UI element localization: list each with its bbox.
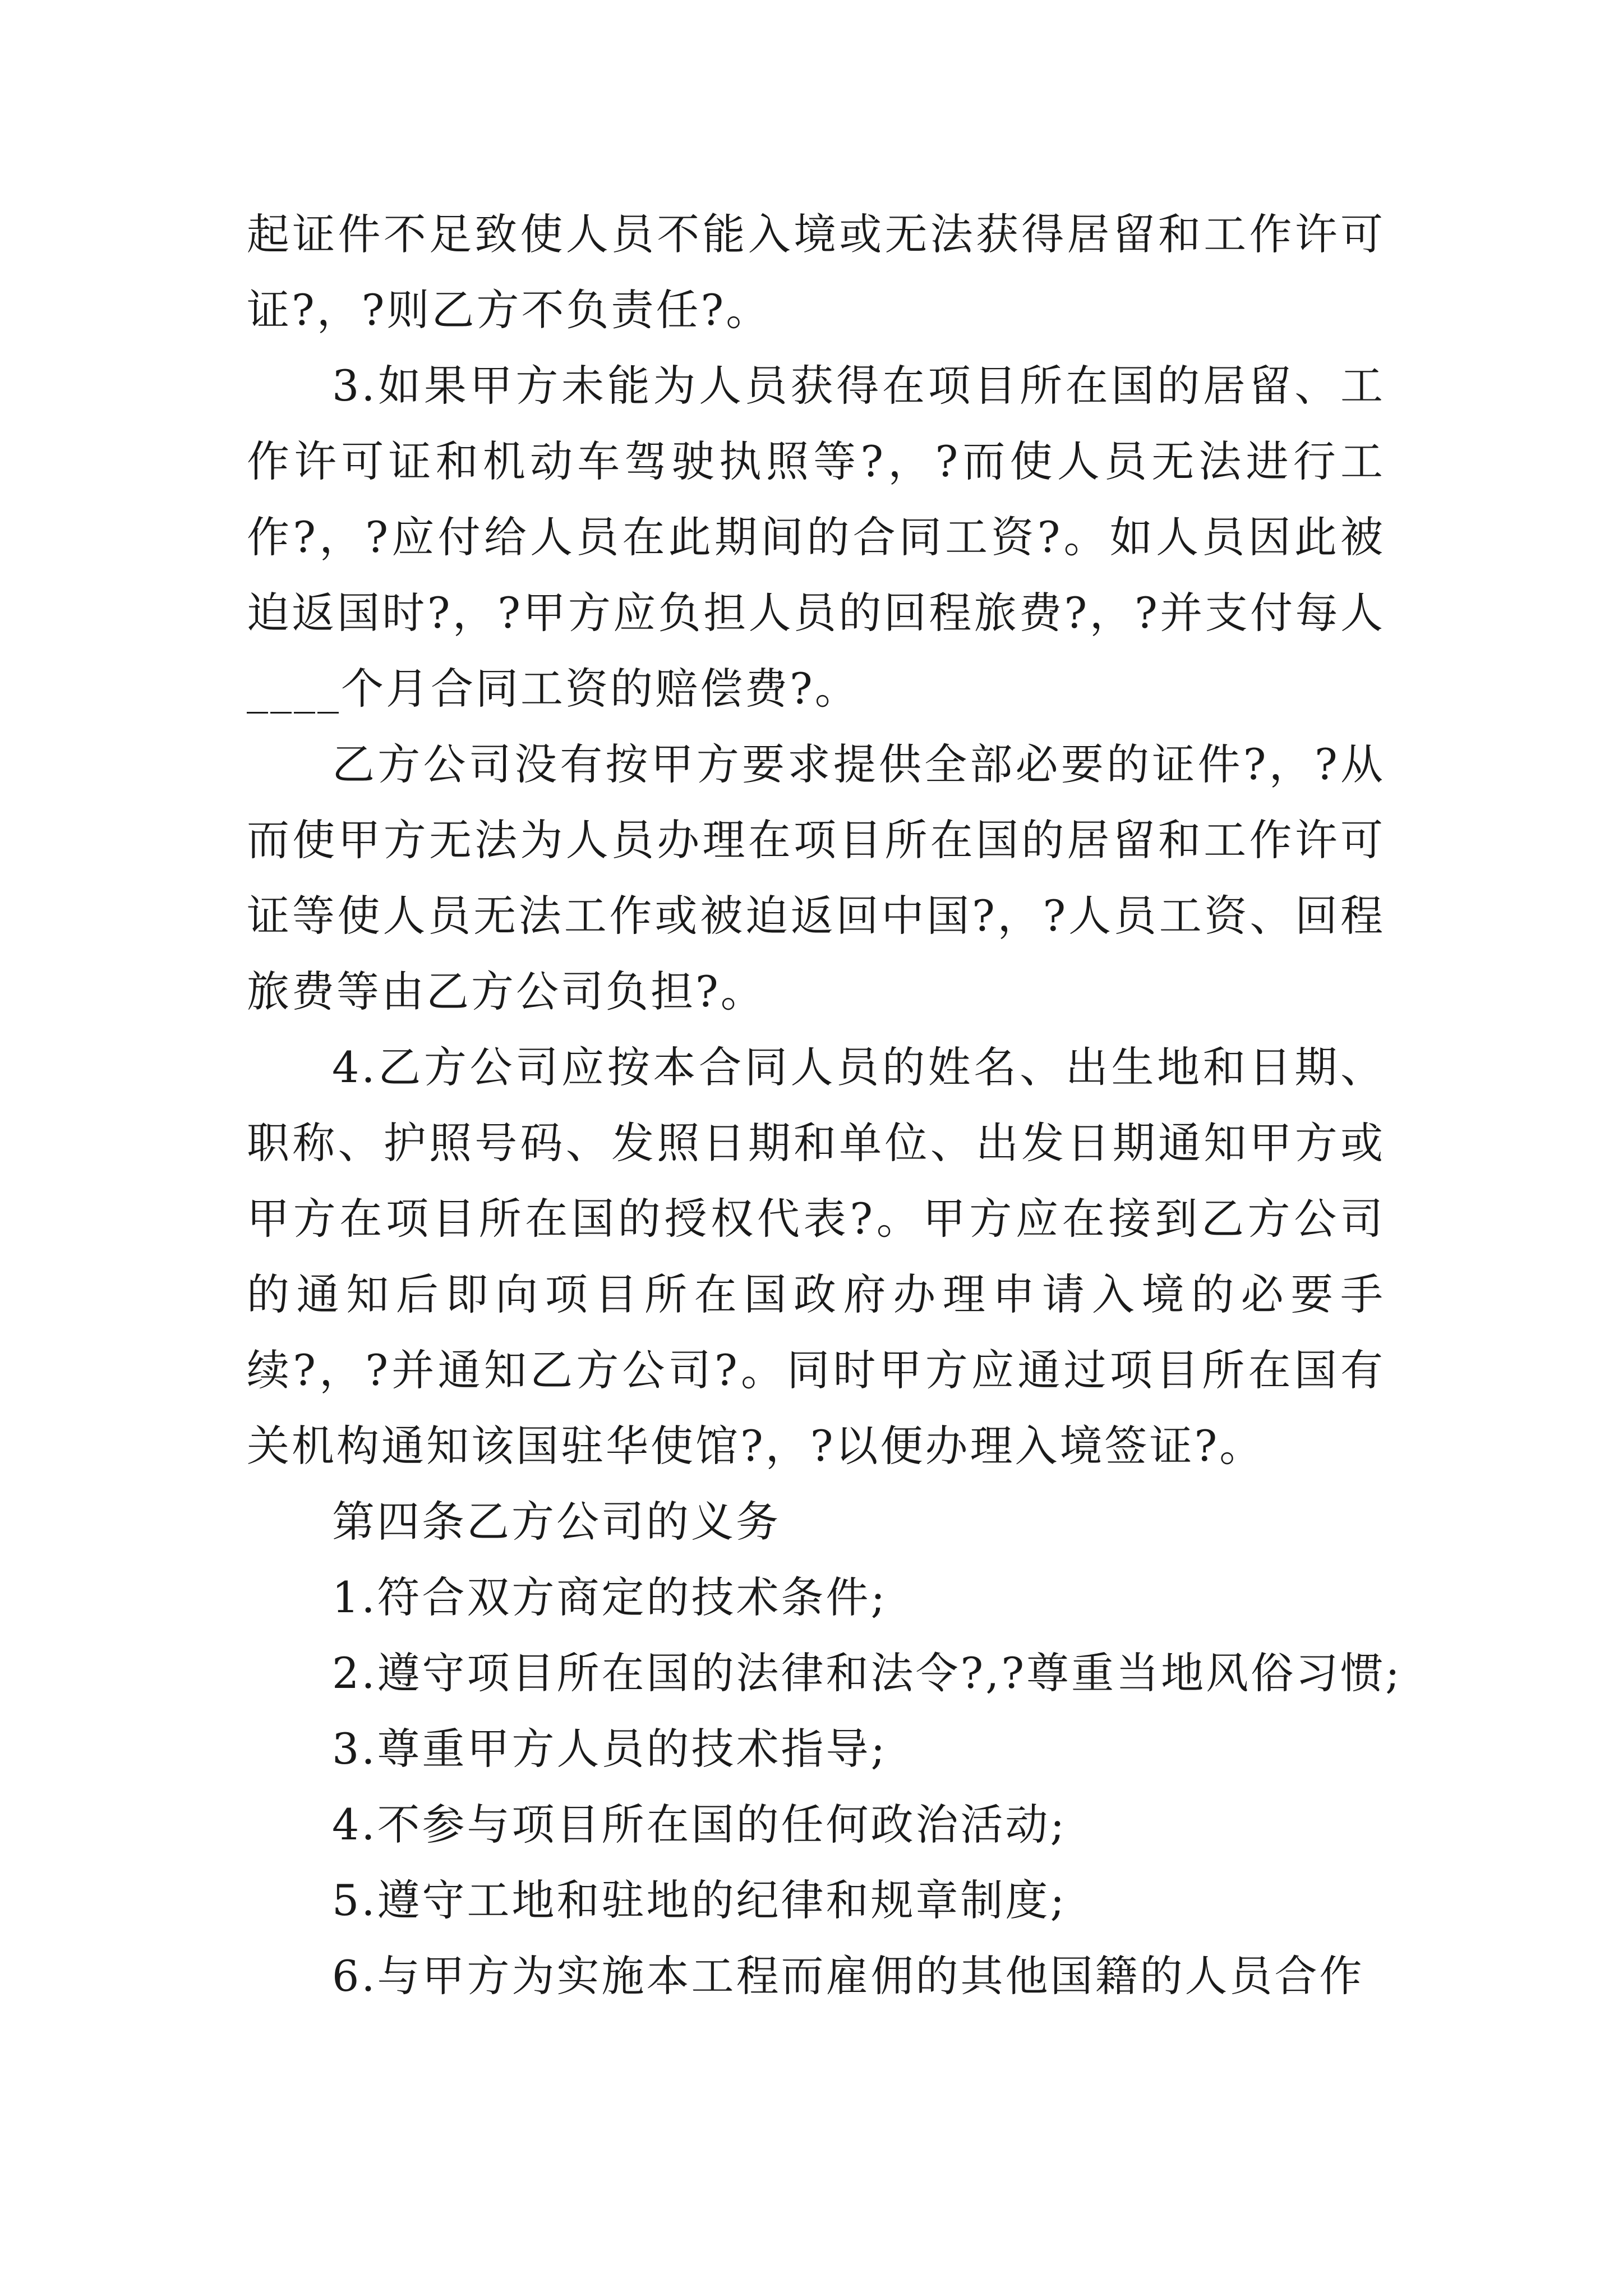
list-item: 5.遵守工地和驻地的纪律和规章制度; bbox=[332, 1875, 1067, 1925]
paragraph-party-b-documents: 乙方公司没有按甲方要求提供全部必要的证件?，?从而使甲方无法为人员办理在项目所在国的居留和工作许可证等使人员无法工作或被迫返回中国?，?人员工资、回程旅费等由乙方公司负担?。 bbox=[247, 739, 1385, 1016]
document-body bbox=[247, 196, 1402, 2014]
list-item: 6.与甲方为实施本工程而雇佣的其他国籍的人员合作 bbox=[332, 1951, 1364, 2001]
list-item: 4.不参与项目所在国的任何政治活动; bbox=[332, 1800, 1067, 1849]
list-item: 1.符合双方商定的技术条件; bbox=[332, 1572, 888, 1622]
paragraph-continuation: 起证件不足致使人员不能入境或无法获得居留和工作许可证?，?则乙方不负责任?。 bbox=[247, 209, 1385, 335]
section-heading: 第四条乙方公司的义务 bbox=[332, 1497, 781, 1547]
paragraph-clause-3: 3.如果甲方未能为人员获得在项目所在国的居留、工作许可证和机动车驾驶执照等?，?而使人员无法进行工作?，?应付给人员在此期间的合同工资?。如人员因此被迫返国时?，?甲方应负担人员的回程旅费?，?并支付每人____个月合同工资的赔偿费?。 bbox=[247, 361, 1385, 714]
list-item: 3.尊重甲方人员的技术指导; bbox=[332, 1724, 888, 1774]
paragraph-clause-4: 4.乙方公司应按本合同人员的姓名、出生地和日期、职称、护照号码、发照日期和单位、出发日期通知甲方或甲方在项目所在国的授权代表?。甲方应在接到乙方公司的通知后即向项目所在国政府办理申请入境的必要手续?，?并通知乙方公司?。同时甲方应通过项目所在国有关机构通知该国驻华使馆?，?以便办理入境签证?。 bbox=[247, 1042, 1385, 1471]
list-item: 2.遵守项目所在国的法律和法令?,?尊重当地风俗习惯; bbox=[332, 1648, 1402, 1698]
